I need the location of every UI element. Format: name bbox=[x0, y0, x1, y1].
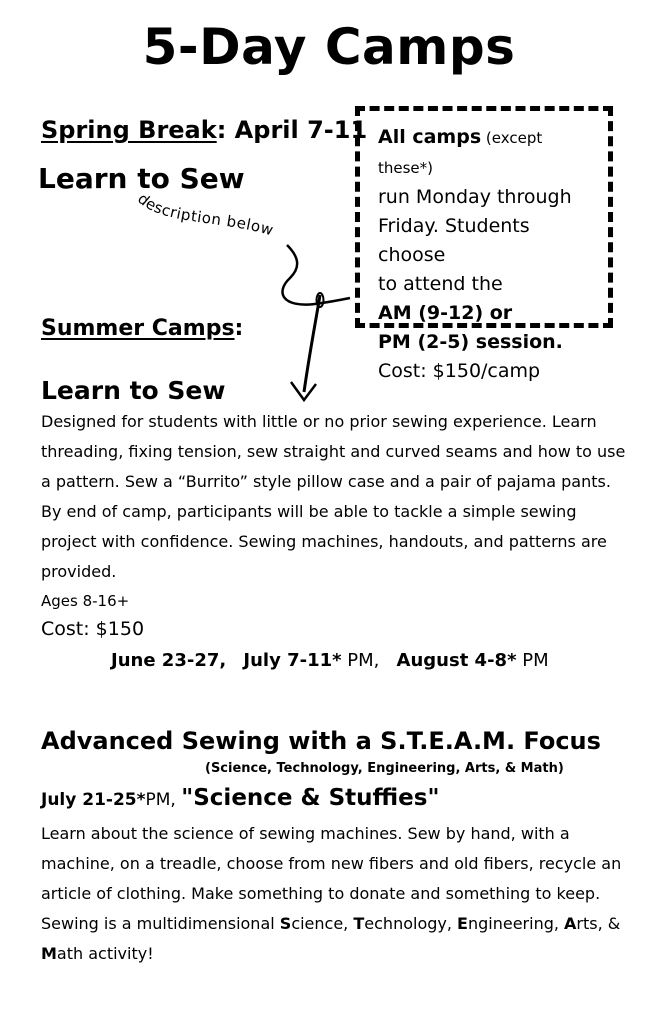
page-title: 5-Day Camps bbox=[142, 18, 516, 76]
summer-camps-heading: Summer Camps: bbox=[41, 316, 244, 341]
summer-camp-title: Learn to Sew bbox=[41, 376, 226, 405]
info-box-line3: Friday. Students choose bbox=[378, 215, 530, 266]
needle-body bbox=[304, 295, 320, 392]
info-box-am: AM (9-12) or bbox=[378, 302, 513, 324]
info-box-line4: to attend the bbox=[378, 273, 503, 295]
summer-camp-cost: Cost: $150 bbox=[41, 618, 145, 640]
summer-camp-dates bbox=[111, 650, 549, 671]
summer-camp-description: Designed for students with little or no prior sewing experience. Learn threading, fixing tension, sew straight and curved seams and how to use a pattern. Sew a “Burrito” style pillow case and a pair of pajama pants. By end of camp, participants will be able to tackle a simple sewing project with confidence. Sewing machines, handouts, and patterns are provided. bbox=[41, 412, 626, 581]
spring-break-label: Spring Break bbox=[41, 116, 217, 144]
spring-camp-title: Learn to Sew bbox=[38, 162, 245, 195]
advanced-session-line bbox=[41, 785, 439, 811]
date-august: August 4-8* bbox=[396, 650, 517, 671]
advanced-session-name: "Science & Stuffies" bbox=[181, 785, 440, 811]
spring-break-sep: : bbox=[216, 116, 227, 144]
advanced-dates: July 21-25* bbox=[41, 790, 146, 810]
date-august-pm: PM bbox=[516, 650, 549, 671]
advanced-sewing-description: Learn about the science of sewing machines. Sew by hand, with a machine, on a treadle, choose from new fibers and old fibers, recycle an article of clothing. Make something to donate and something to keep. Sewing is a multidimensional Science, Technology, Engineering, Arts, & Math activity! bbox=[41, 824, 622, 963]
info-box-line1: All camps (except these*) bbox=[378, 126, 543, 177]
info-box-line2: run Monday through bbox=[378, 186, 572, 208]
summer-camp-ages: Ages 8-16+ bbox=[41, 592, 130, 610]
date-june: June 23-27, bbox=[111, 650, 227, 671]
description-below-note: description below bbox=[134, 189, 276, 240]
info-box-pm: PM (2-5) session. bbox=[378, 331, 563, 353]
advanced-pm: PM, bbox=[145, 790, 182, 810]
date-july-pm: PM, bbox=[341, 650, 380, 671]
advanced-sewing-title: Advanced Sewing with a S.T.E.A.M. Focus bbox=[41, 727, 601, 755]
spring-break-dates: April 7-11 bbox=[226, 116, 368, 144]
advanced-sewing-subtitle: (Science, Technology, Engineering, Arts, & Math) bbox=[205, 761, 564, 776]
camp-info-box bbox=[355, 106, 613, 382]
date-july: July 7-11* bbox=[243, 650, 342, 671]
info-box-cost: Cost: $150/camp bbox=[378, 360, 541, 382]
